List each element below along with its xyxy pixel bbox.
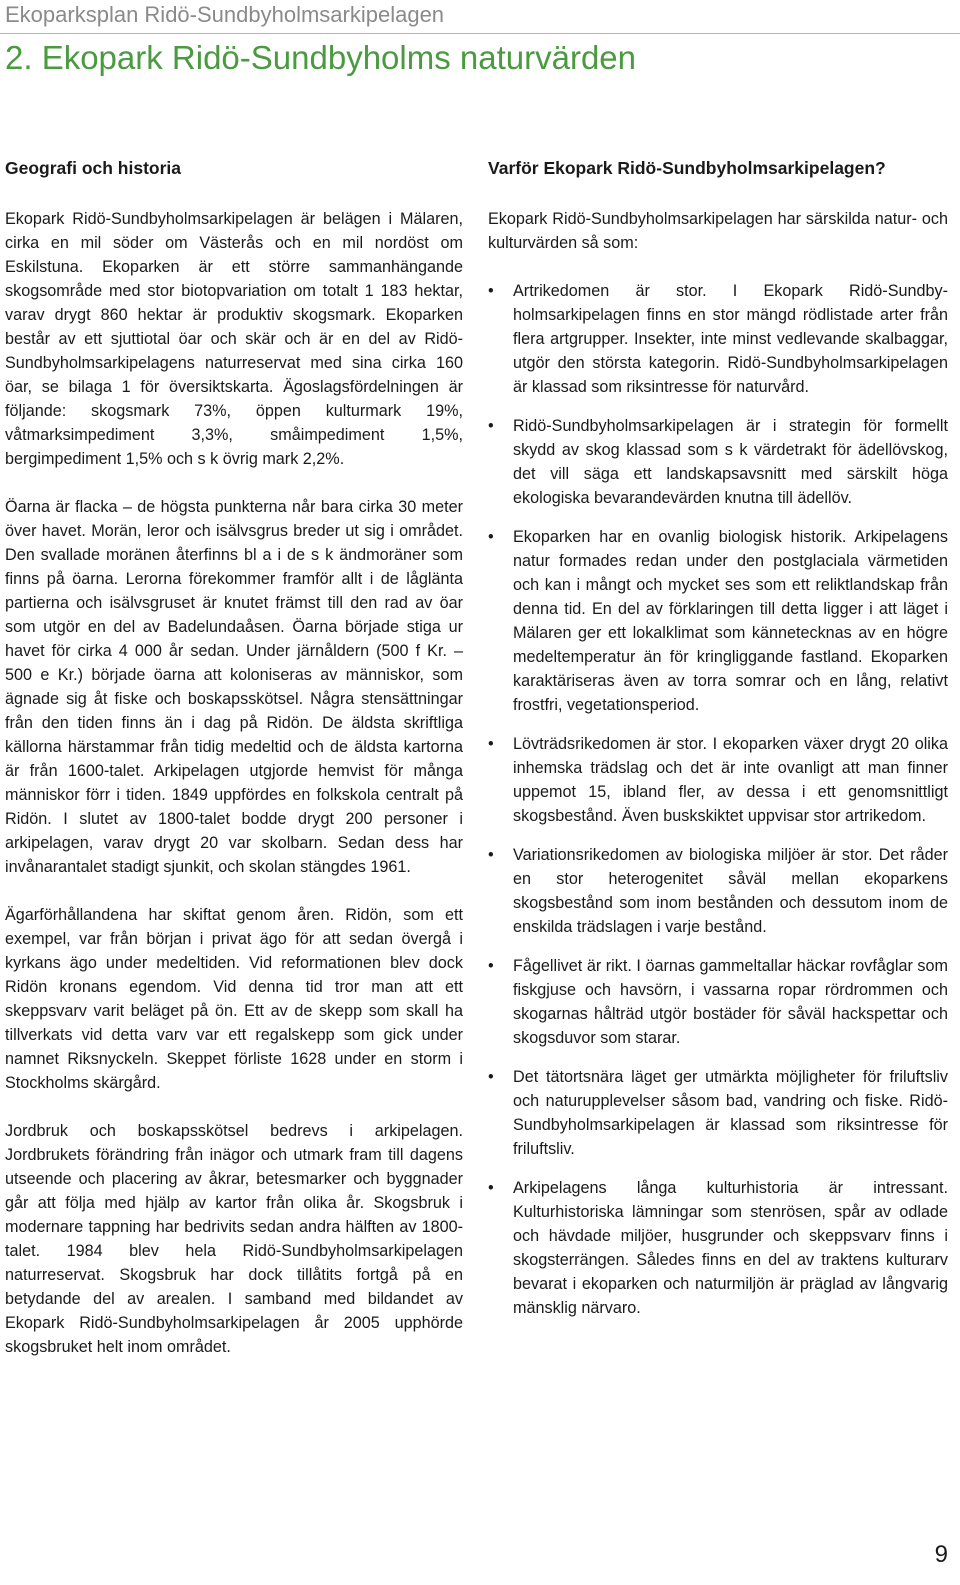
paragraph-geografi-1: Ekopark Ridö-Sundbyholmsarkipelagen är belägen i Mälaren, cirka en mil söder om Västerås och en mil nordöst om Eskilstuna. Ekoparken är ett större sammanhängande skogsområde med stor biotopvariation om totalt 1 183 hektar, varav drygt 860 hektar är produktiv skogsmark. Ekoparken består av ett sjuttiotal öar och skär och är en del av Ridö-Sundbyholmsarkipelagens naturreservat med sina cirka 160 öar, se bilaga 1 för översiktskarta. Ägoslagsfördelningen är följande: skogsmark 73%, öppen kulturmark 19%, våtmarksimpediment 3,3%, småimpediment 1,5%, bergimpediment 1,5% och s k övrig mark 2,2%. xyxy=(5,210,463,468)
values-list xyxy=(488,279,948,1320)
page-number: 9 xyxy=(934,1541,948,1568)
list-item xyxy=(488,843,948,939)
bullet-icon: • xyxy=(488,1068,494,1086)
list-item-text: Fågellivet är rikt. I öarnas gammeltallar häckar rovfåglar som fiskgjuse och havsörn, i vassarna ropar rördrommen och skogarnas hålträd utgör bostäder för såväl hackspettar och skogsduvor som starar. xyxy=(513,957,948,1047)
bullet-icon: • xyxy=(488,1179,494,1197)
bullet-icon: • xyxy=(488,417,494,435)
bullet-icon: • xyxy=(488,957,494,975)
section-heading-varfor: Varför Ekopark Ridö-Sundbyholmsarkipelagen? xyxy=(488,158,886,178)
paragraph-geografi-2: Öarna är flacka – de högsta punkterna når bara cirka 30 meter över havet. Morän, leror och isälvsgrus breder ut sig i området. Den svallade moränen återfinns bl a i de s k ändmoräner som finns på öarna. Lerorna förekommer framför allt i de låglänta partierna och isälvsgruset är knutet främst till den rad av öar som utgör en del av Badelundaåsen. Öarna började stiga ur havet för cirka 4 000 år sedan. Under järnåldern (500 f Kr. – 500 e Kr.) började öarna att koloniseras av människor, som ägnade sig åt fiske och boskapsskötsel. Några stensättningar från den tiden finns än i dag på Ridön. De äldsta skriftliga källorna härstammar från tidig medeltid och de äldsta kartorna är från 1600-talet. Arkipelagen utgjorde hemvist för många människor förr i tiden. 1849 uppfördes en folkskola centralt på Ridön. I slutet av 1800-talet bodde drygt 200 personer i arkipelagen, varav drygt 20 var skolbarn. Sedan dess har invånarantalet stadigt sjunkit, och skolan stängdes 1961. xyxy=(5,498,463,876)
running-header: Ekoparksplan Ridö-Sundbyholmsarkipelagen xyxy=(5,2,445,27)
paragraph-geografi-4: Jordbruk och boskapsskötsel bedrevs i arkipelagen. Jordbrukets förändring från inägor och utmark fram till dagens utseende och placering av åkrar, betesmarker och byggnader går att följa med hjälp av kartor från olika år. Skogsbruk i modernare tappning har bedrivits sedan andra hälften av 1800-talet. 1984 blev hela Ridö-Sundbyholmsarkipelagen naturreservat. Skogsbruk har dock tillåtits fortgå på en betydande del av arealen. I samband med bildandet av Ekopark Ridö-Sundbyholmsarkipelagen år 2005 upphörde skogsbruket helt inom området. xyxy=(5,1122,463,1356)
list-item xyxy=(488,954,948,1050)
list-item-text: Variationsrikedomen av biologiska miljöer är stor. Det råder en stor heterogenitet såväl mellan ekoparkens skogsbestånd som inom bestånden och dessutom inom de enskilda trädslagen i varje bestånd. xyxy=(513,846,948,936)
bullet-icon: • xyxy=(488,735,494,753)
section-heading-geografi: Geografi och historia xyxy=(5,158,181,178)
bullet-icon: • xyxy=(488,528,494,546)
left-column xyxy=(5,156,463,1383)
paragraph-geografi-3: Ägarförhållandena har skiftat genom åren. Ridön, som ett exempel, var från början i privat ägo för att sedan övergå i kyrkans ägo under medeltiden. Vid reformationen blev dock Ridön kronans egendom. Vid denna tid tror man att ett skeppsvarv varit beläget på ön. Ett av de skepp som skall ha tillverkats vid detta varv var ett regalskepp som gick under namnet Riksnyckeln. Skeppet förliste 1628 under en storm i Stockholms skärgård. xyxy=(5,906,463,1092)
right-column xyxy=(488,156,948,1335)
list-item xyxy=(488,732,948,828)
list-item xyxy=(488,279,948,399)
list-item-text: Det tätortsnära läget ger utmärkta möjligheter för friluftsliv och naturupplevelser såsom bad, vandring och fiske. Ridö-Sundbyholmsarkipelagen är klassad som riksintresse för friluftsliv. xyxy=(513,1068,948,1158)
bullet-icon: • xyxy=(488,846,494,864)
intro-paragraph: Ekopark Ridö-Sundbyholmsarkipelagen har särskilda natur- och kulturvärden så som: xyxy=(488,210,948,252)
list-item-text: Lövträdsrikedomen är stor. I ekoparken växer drygt 20 olika inhemska trädslag och det är inte ovanligt att man finner uppemot 15, ibland fler, av dessa i ett genomsnittligt skogsbestånd. Även buskskiktet uppvisar stor artrikedom. xyxy=(513,735,948,825)
list-item-text: Artrikedomen är stor. I Ekopark Ridö-Sundbyholmsarkipelagen finns en stor mängd rödlistade arter från flera artgrupper. Insekter, inte minst vedlevande skalbaggar, utgör den största kategorin. Ridö-Sundbyholmsarkipelagen är klassad som riksintresse för naturvård. xyxy=(513,282,948,396)
list-item-text: Ekoparken har en ovanlig biologisk historik. Arkipelagens natur formades redan under den postglaciala värmetiden och kan i mångt och mycket ses som ett reliktlandskap från denna tid. En del av förklaringen till detta ligger i att läget i Mälaren ger ett lokalklimat som kännetecknas av en högre medeltemperatur än för kringliggande fastland. Ekoparken karaktäriseras även av torra somrar och en lång, relativt frostfri, vegetationsperiod. xyxy=(513,528,948,714)
header-divider xyxy=(0,33,960,34)
bullet-icon: • xyxy=(488,282,494,300)
chapter-title: 2. Ekopark Ridö-Sundbyholms naturvärden xyxy=(5,39,637,76)
list-item xyxy=(488,1176,948,1320)
list-item xyxy=(488,1065,948,1161)
list-item xyxy=(488,525,948,717)
list-item xyxy=(488,414,948,510)
list-item-text: Ridö-Sundbyholmsarkipelagen är i strategin för formellt skydd av skog klassad som s k värdetrakt för ädellövskog, det vill säga ett landskapsavsnitt med särskilt höga ekologiska bevarandevärden knutna till ädellöv. xyxy=(513,417,948,507)
list-item-text: Arkipelagens långa kulturhistoria är intressant. Kulturhistoriska lämningar som stenrösen, spår av odlade och hävdade miljöer, husgrunder och skeppsvarv finns i skogsterrängen. Således finns en del av traktens kulturarv bevarat i ekoparken och naturmiljön är präglad av långvarig mänsklig närvaro. xyxy=(513,1179,948,1317)
